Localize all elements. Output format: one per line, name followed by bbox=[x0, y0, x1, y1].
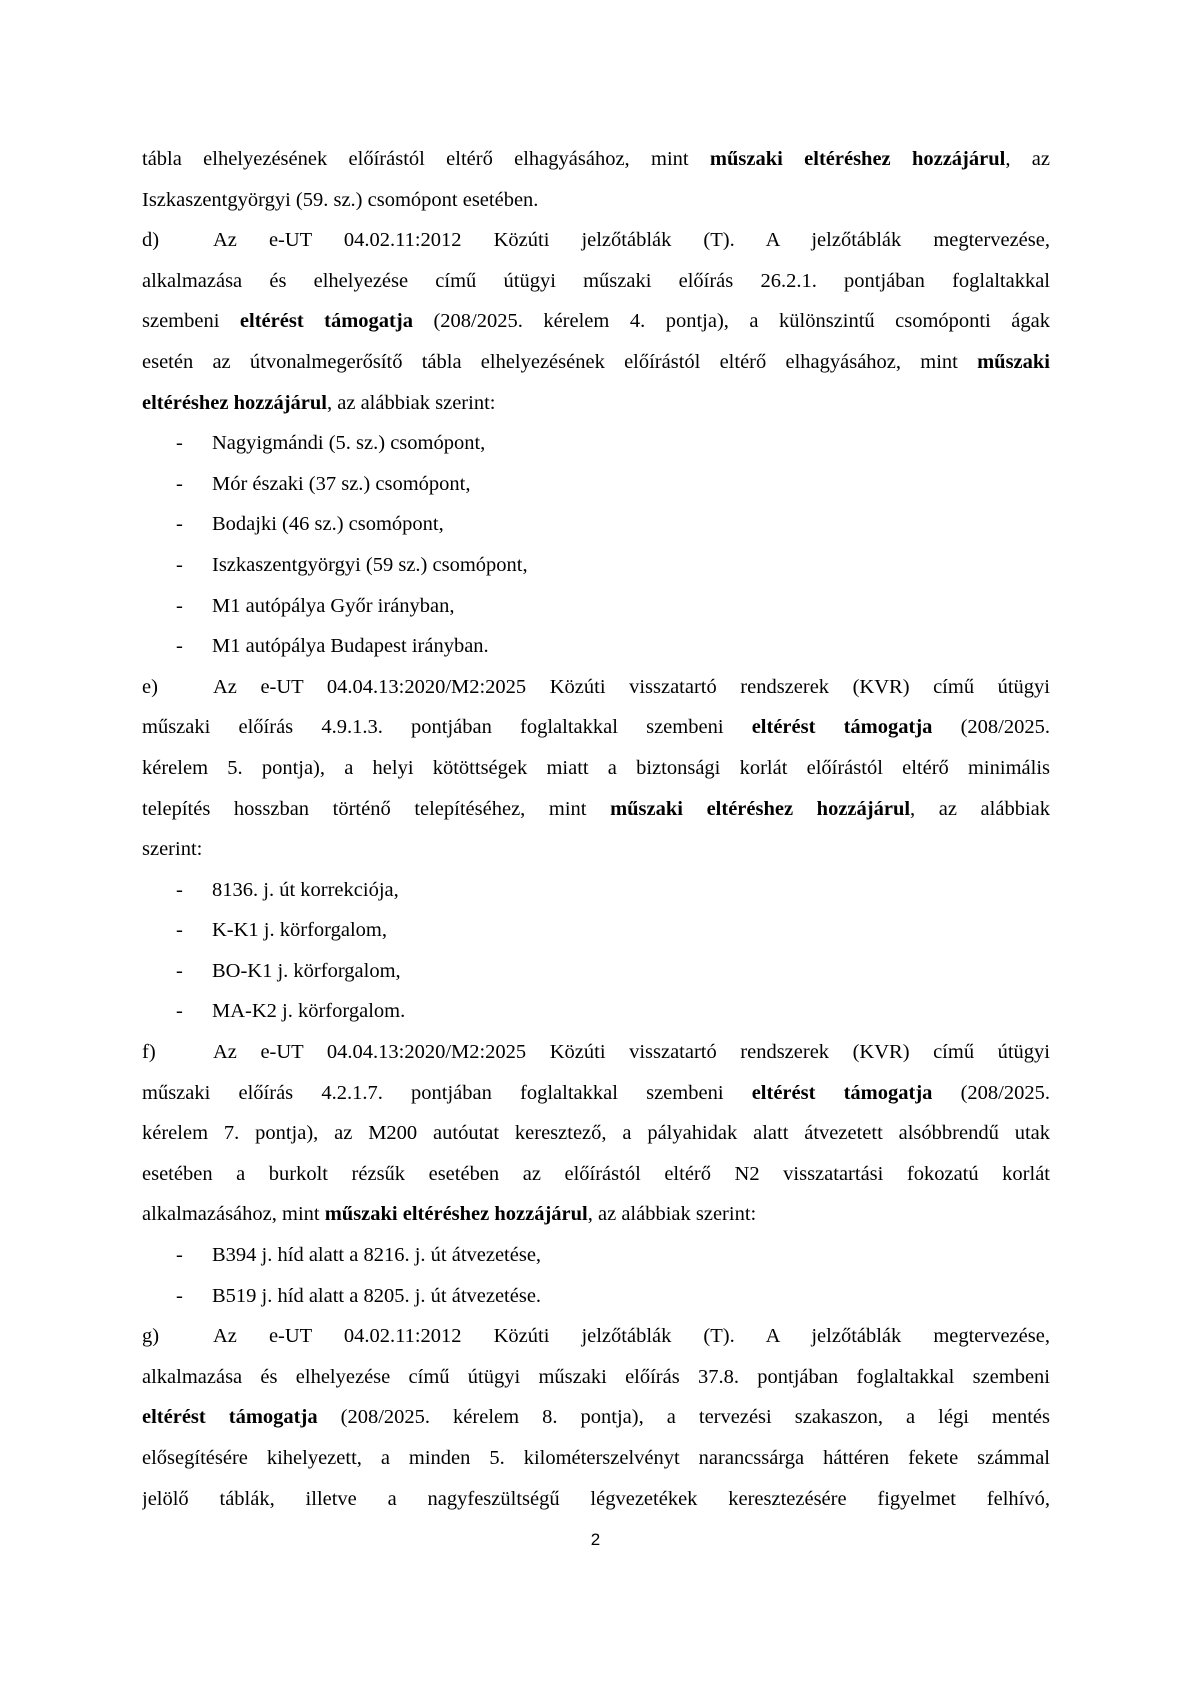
text-run: Iszkaszentgyörgyi (59 sz.) csomópont, bbox=[212, 553, 528, 576]
list-bullet-dash: - bbox=[176, 1244, 183, 1267]
text-line bbox=[142, 139, 1050, 180]
list-item bbox=[142, 423, 1050, 464]
list-item bbox=[142, 870, 1050, 911]
text-run: tábla elhelyezésének előírástól eltérő elhagyásához, mint bbox=[142, 148, 710, 170]
list-item bbox=[142, 504, 1050, 545]
text-line bbox=[142, 1438, 1050, 1479]
document-body bbox=[142, 139, 1050, 1519]
text-line bbox=[142, 1113, 1050, 1154]
page-number: 2 bbox=[590, 1530, 601, 1549]
text-line bbox=[142, 180, 1050, 221]
text-run: M1 autópálya Budapest irányban. bbox=[212, 635, 489, 658]
text-run: telepítés hosszban történő telepítéséhez, mint bbox=[142, 797, 611, 820]
text-run: alkalmazása és elhelyezése című útügyi műszaki előírás 26.2.1. pontjában foglaltakkal bbox=[142, 269, 1050, 292]
text-run: (208/2025. bbox=[932, 1081, 1050, 1104]
list-item bbox=[142, 545, 1050, 586]
paragraph-label: f) bbox=[142, 1041, 156, 1064]
list-bullet-dash: - bbox=[176, 594, 183, 617]
text-run: szerint: bbox=[142, 838, 203, 861]
list-item bbox=[142, 991, 1050, 1032]
list-item bbox=[142, 910, 1050, 951]
list-bullet-dash: - bbox=[176, 919, 183, 942]
list-bullet-dash: - bbox=[176, 513, 183, 536]
text-line bbox=[142, 748, 1050, 789]
paragraph-item-start bbox=[142, 220, 1050, 261]
text-run: Iszkaszentgyörgyi (59. sz.) csomópont esetében. bbox=[142, 188, 539, 211]
text-run: Nagyigmándi (5. sz.) csomópont, bbox=[212, 432, 486, 455]
text-run: elősegítésére kihelyezett, a minden 5. kilométerszelvényt narancssárga háttéren fekete számmal bbox=[142, 1447, 1050, 1469]
list-item bbox=[142, 586, 1050, 627]
list-item bbox=[142, 1276, 1050, 1317]
text-run: , az bbox=[1005, 148, 1050, 170]
paragraph-label: e) bbox=[142, 675, 158, 698]
list-item bbox=[142, 464, 1050, 505]
paragraph-label: d) bbox=[142, 229, 160, 252]
text-run: BO-K1 j. körforgalom, bbox=[212, 959, 401, 982]
text-run: esetében a burkolt rézsűk esetében az előírástól eltérő N2 visszatartási fokozatú korlát bbox=[142, 1162, 1050, 1185]
bold-phrase: eltéréshez hozzájárul bbox=[142, 391, 327, 414]
text-run: M1 autópálya Győr irányban, bbox=[212, 594, 455, 617]
bold-phrase: műszaki eltéréshez hozzájárul bbox=[610, 797, 911, 820]
text-run: alkalmazásához, mint bbox=[142, 1203, 325, 1226]
text-line bbox=[142, 301, 1050, 342]
list-bullet-dash: - bbox=[176, 635, 183, 658]
paragraph-item-start bbox=[142, 1032, 1050, 1073]
text-line bbox=[142, 1357, 1050, 1398]
text-run: esetén az útvonalmegerősítő tábla elhelyezésének előírástól eltérő elhagyásához, mint bbox=[142, 350, 978, 373]
text-line bbox=[142, 1397, 1050, 1438]
text-run: 8136. j. út korrekciója, bbox=[212, 878, 399, 901]
text-line bbox=[142, 789, 1050, 830]
text-line bbox=[142, 342, 1050, 383]
list-bullet-dash: - bbox=[176, 878, 183, 901]
bold-phrase: műszaki bbox=[977, 350, 1050, 373]
list-bullet-dash: - bbox=[176, 1284, 183, 1307]
text-run: műszaki előírás 4.9.1.3. pontjában foglaltakkal szembeni bbox=[142, 716, 752, 739]
text-run: Az e-UT 04.04.13:2020/M2:2025 Közúti visszatartó rendszerek (KVR) című útügyi bbox=[213, 675, 1050, 698]
list-bullet-dash: - bbox=[176, 472, 183, 495]
text-line bbox=[142, 1154, 1050, 1195]
list-bullet-dash: - bbox=[176, 1000, 183, 1023]
list-bullet-dash: - bbox=[176, 959, 183, 982]
text-run: alkalmazása és elhelyezése című útügyi műszaki előírás 37.8. pontjában foglaltakkal szembeni bbox=[142, 1365, 1050, 1388]
text-run: B519 j. híd alatt a 8205. j. út átvezetése. bbox=[212, 1284, 542, 1307]
bold-phrase: eltérést támogatja bbox=[142, 1406, 318, 1429]
text-line bbox=[142, 1479, 1050, 1520]
text-line bbox=[142, 707, 1050, 748]
text-run: Az e-UT 04.02.11:2012 Közúti jelzőtáblák (T). A jelzőtáblák megtervezése, bbox=[213, 1325, 1050, 1348]
text-run: B394 j. híd alatt a 8216. j. út átvezetése, bbox=[212, 1244, 542, 1267]
bold-phrase: eltérést támogatja bbox=[751, 716, 933, 739]
text-run: Mór északi (37 sz.) csomópont, bbox=[212, 472, 471, 495]
text-run: (208/2025. bbox=[932, 716, 1050, 739]
text-run: műszaki előírás 4.2.1.7. pontjában foglaltakkal szembeni bbox=[142, 1081, 752, 1104]
list-item bbox=[142, 626, 1050, 667]
text-line bbox=[142, 829, 1050, 870]
list-bullet-dash: - bbox=[176, 553, 183, 576]
text-run: kérelem 5. pontja), a helyi kötöttségek miatt a biztonsági korlát előírástól eltérő minimális bbox=[142, 756, 1050, 779]
paragraph-label: g) bbox=[142, 1325, 160, 1348]
text-run: , az alábbiak bbox=[910, 797, 1050, 820]
list-item bbox=[142, 951, 1050, 992]
bold-phrase: eltérést támogatja bbox=[239, 310, 413, 333]
text-run: kérelem 7. pontja), az M200 autóutat keresztező, a pályahidak alatt átvezetett alsóbbrendű utak bbox=[142, 1122, 1050, 1145]
paragraph-item-start bbox=[142, 667, 1050, 708]
text-run: (208/2025. kérelem 8. pontja), a tervezési szakaszon, a légi mentés bbox=[317, 1406, 1050, 1429]
list-item bbox=[142, 1235, 1050, 1276]
text-run: , az alábbiak szerint: bbox=[587, 1203, 757, 1226]
text-run: Az e-UT 04.02.11:2012 Közúti jelzőtáblák (T). A jelzőtáblák megtervezése, bbox=[213, 229, 1050, 252]
text-run: Bodajki (46 sz.) csomópont, bbox=[212, 513, 444, 536]
text-line bbox=[142, 383, 1050, 424]
text-run: , az alábbiak szerint: bbox=[327, 391, 496, 414]
bold-phrase: műszaki eltéréshez hozzájárul bbox=[324, 1203, 588, 1226]
text-run: Az e-UT 04.04.13:2020/M2:2025 Közúti visszatartó rendszerek (KVR) című útügyi bbox=[213, 1041, 1050, 1064]
text-line bbox=[142, 261, 1050, 302]
bold-phrase: eltérést támogatja bbox=[751, 1081, 933, 1104]
text-line bbox=[142, 1194, 1050, 1235]
text-run: szembeni bbox=[142, 310, 240, 333]
bold-phrase: műszaki eltéréshez hozzájárul bbox=[709, 148, 1006, 170]
text-run: MA-K2 j. körforgalom. bbox=[212, 1000, 406, 1023]
text-run: jelölő táblák, illetve a nagyfeszültségű légvezetékek keresztezésére figyelmet felhívó, bbox=[142, 1487, 1050, 1510]
text-run: (208/2025. kérelem 4. pontja), a különszintű csomóponti ágak bbox=[412, 310, 1050, 333]
text-line bbox=[142, 1073, 1050, 1114]
list-bullet-dash: - bbox=[176, 432, 183, 455]
text-run: K-K1 j. körforgalom, bbox=[212, 919, 387, 942]
paragraph-item-start bbox=[142, 1316, 1050, 1357]
